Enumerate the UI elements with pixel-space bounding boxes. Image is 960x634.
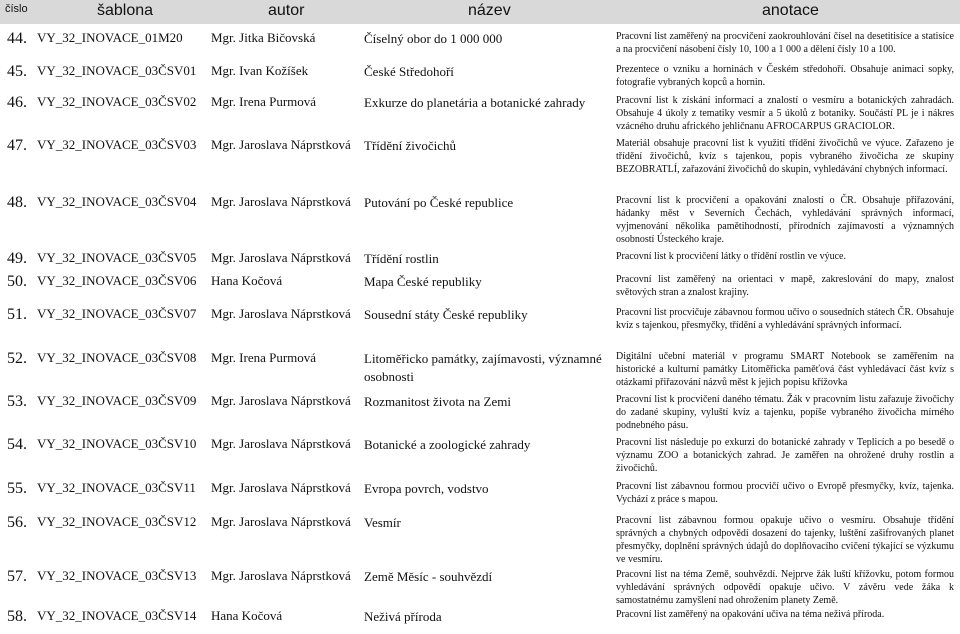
row-autor: Mgr. Jaroslava Náprstková [211, 306, 351, 321]
row-anotace: Pracovní list k procvičení daného tématu. Žák v pracovním listu zařazuje živočichy do zadané skupiny, vyluští kvíz a tajenku, popíše vybraného živočicha mírného podnebného pásu. [616, 394, 954, 431]
row-nazev: České Středohoří [364, 64, 454, 79]
row-anotace: Pracovní list zábavnou formou procvičí učivo o Evropě přesmyčky, kvíz, tajenka. Vychází z práce s mapou. [616, 481, 954, 505]
row-sablona: VY_32_INOVACE_03ČSV09 [37, 393, 197, 408]
row-sablona: VY_32_INOVACE_03ČSV13 [37, 568, 197, 583]
row-sablona: VY_32_INOVACE_03ČSV02 [37, 94, 197, 109]
row-autor: Mgr. Jaroslava Náprstková [211, 436, 351, 451]
table-header [0, 0, 960, 24]
row-nazev: Botanické a zoologické zahrady [364, 437, 531, 452]
row-nazev: Země Měsíc - souhvězdí [364, 569, 493, 584]
row-number: 47. [7, 137, 27, 154]
row-autor: Mgr. Jaroslava Náprstková [211, 194, 351, 209]
row-autor: Mgr. Jaroslava Náprstková [211, 393, 351, 408]
row-autor: Mgr. Jaroslava Náprstková [211, 137, 351, 152]
row-anotace: Pracovní list k procvičení a opakování znalostí o ČR. Obsahuje přiřazování, hádanky měst v Severních Čechách, vyhledávání správných informací, vyjmenování několika pamětihodností, přírodních zajímavostí a významných osobností Ústeckého kraje. [616, 195, 954, 245]
row-number: 44. [7, 30, 27, 47]
row-sablona: VY_32_INOVACE_03ČSV11 [37, 480, 196, 495]
row-nazev: Třídění živočichů [364, 138, 457, 153]
row-anotace: Pracovní list následuje po exkurzi do botanické zahrady v Teplicích a po besedě o významu ZOO a botanických zahrad. Je zaměřen na ohrožené druhy rostlin a živočichů. [616, 437, 954, 474]
row-number: 45. [7, 63, 27, 80]
row-nazev: Putování po České republice [364, 195, 514, 210]
header-sablona: šablona [97, 2, 154, 19]
header-cislo: číslo [5, 3, 28, 15]
row-sablona: VY_32_INOVACE_03ČSV12 [37, 514, 197, 529]
row-number: 51. [7, 306, 27, 323]
row-sablona: VY_32_INOVACE_03ČSV08 [37, 350, 197, 365]
row-anotace: Pracovní list zaměřený na orientaci v mapě, zakreslování do mapy, znalost světových stran a znalost krajiny. [616, 274, 954, 298]
row-anotace: Pracovní list zaměřený na procvičení zaokrouhlování čísel na desetitisíce a statisíce a na procvičení násobení čísly 10, 100 a 1 000 a dělení čísly 10 a 100. [616, 31, 954, 55]
row-anotace: Pracovní list k procvičení látky o třídění rostlin ve výuce. [616, 251, 846, 262]
row-number: 46. [7, 94, 27, 111]
row-number: 49. [7, 250, 27, 267]
row-sablona: VY_32_INOVACE_03ČSV03 [37, 137, 197, 152]
row-nazev: Litoměřicko památky, zajímavosti, významné osobnosti [364, 351, 602, 384]
row-nazev: Neživá příroda [364, 609, 442, 624]
row-autor: Mgr. Jaroslava Náprstková [211, 480, 351, 495]
row-number: 57. [7, 568, 27, 585]
row-autor: Mgr. Ivan Kožíšek [211, 63, 309, 78]
row-sablona: VY_32_INOVACE_01M20 [37, 30, 183, 45]
row-nazev: Vesmír [364, 515, 401, 530]
row-autor: Mgr. Irena Purmová [211, 94, 317, 109]
row-nazev: Rozmanitost života na Zemi [364, 394, 511, 409]
header-autor: autor [268, 2, 305, 19]
row-sablona: VY_32_INOVACE_03ČSV10 [37, 436, 197, 451]
row-nazev: Evropa povrch, vodstvo [364, 481, 489, 496]
row-sablona: VY_32_INOVACE_03ČSV05 [37, 250, 197, 265]
header-anotace: anotace [762, 2, 819, 19]
row-sablona: VY_32_INOVACE_03ČSV01 [37, 63, 197, 78]
row-number: 48. [7, 194, 27, 211]
row-number: 55. [7, 480, 27, 497]
row-sablona: VY_32_INOVACE_03ČSV14 [37, 608, 197, 623]
row-number: 52. [7, 350, 27, 367]
row-autor: Mgr. Jaroslava Náprstková [211, 250, 351, 265]
row-nazev: Číselný obor do 1 000 000 [364, 31, 503, 46]
row-anotace: Materiál obsahuje pracovní list k využití třídění živočichů ve výuce. Zařazeno je třídění živočichů, kvíz s tajenkou, popis vybraného živočicha ze skupiny BEZOBRATLÍ, zařazování živočichů do skupin, vyhledávání chybných informací. [616, 138, 954, 175]
row-autor: Mgr. Jaroslava Náprstková [211, 568, 351, 583]
row-nazev: Sousední státy České republiky [364, 307, 528, 322]
row-number: 56. [7, 514, 27, 531]
row-sablona: VY_32_INOVACE_03ČSV07 [37, 306, 197, 321]
row-number: 54. [7, 436, 27, 453]
row-sablona: VY_32_INOVACE_03ČSV06 [37, 273, 197, 288]
row-anotace: Pracovní list zaměřený na opakování učiva na téma neživá příroda. [616, 609, 885, 620]
row-anotace: Pracovní list na téma Země, souhvězdí. Nejprve žák luští křížovku, potom formou vyhledávání správných odpovědí opakuje učivo. V závěru vede žáka k samostatnému zamyšlení nad ohrožením planety Země. [616, 569, 954, 606]
row-autor: Hana Kočová [211, 273, 283, 288]
header-nazev: název [468, 2, 511, 19]
row-nazev: Exkurze do planetária a botanické zahrady [364, 95, 586, 110]
row-anotace: Prezentece o vzniku a horninách v Českém středohoří. Obsahuje animaci sopky, fotografie vybraných kopců a hornin. [616, 64, 954, 88]
row-autor: Hana Kočová [211, 608, 283, 623]
row-number: 50. [7, 273, 27, 290]
row-anotace: Pracovní list procvičuje zábavnou formou učivo o sousedních státech ČR. Obsahuje kvíz s tajenkou, přesmyčky, třídění a vyhledávání správných informací. [616, 307, 954, 331]
row-anotace: Pracovní list k získání informací a znalostí o vesmíru a botanických zahradách. Obsahuje 4 úkoly z tematiky vesmír a 5 úkolů z botaniky. Součástí PL je i nákres vzácného druhu afrického jehličnanu AFROCARPUS GRACIOLOR. [616, 95, 954, 132]
row-number: 58. [7, 608, 27, 625]
row-sablona: VY_32_INOVACE_03ČSV04 [37, 194, 197, 209]
row-number: 53. [7, 393, 27, 410]
row-anotace: Digitální učební materiál v programu SMART Notebook se zaměřením na historické a kulturní památky Litoměřicka paměťová část vyhledávací část kvíz s otázkami přiřazování názvů měst k jejich popisu křížovka [616, 351, 954, 388]
row-autor: Mgr. Jaroslava Náprstková [211, 514, 351, 529]
row-autor: Mgr. Jitka Bičovská [211, 30, 316, 45]
row-nazev: Třídění rostlin [364, 251, 439, 266]
row-anotace: Pracovní list zábavnou formou opakuje učivo o vesmíru. Obsahuje třídění správných a chybných odpovědí dosazení do tajenky, luštění zašifrovaných planet přesmyčky, doplnění správných údajů do doplňovacího cvičení týkající se výzkumu ve vesmíru. [616, 515, 954, 565]
row-nazev: Mapa České republiky [364, 274, 482, 289]
row-autor: Mgr. Irena Purmová [211, 350, 317, 365]
